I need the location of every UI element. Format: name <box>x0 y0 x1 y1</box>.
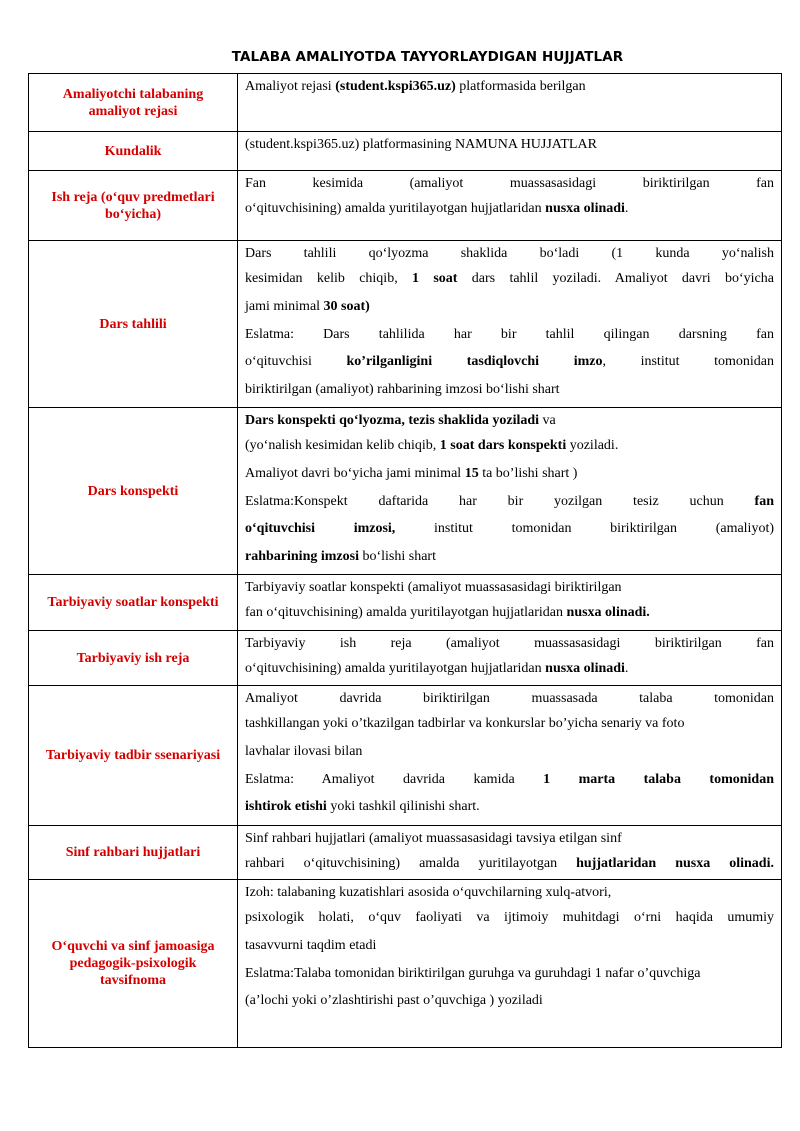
table-row <box>29 575 782 631</box>
text-line <box>245 904 774 932</box>
text-segment: o‘qituvchisining) amalda yuritilayotgan hujjatlaridan <box>245 201 546 216</box>
text-line <box>245 410 774 432</box>
text-line <box>245 195 774 223</box>
bold-text-segment: 1 marta talaba tomonidan <box>543 771 774 787</box>
document-requirement-text <box>238 408 782 575</box>
text-line <box>245 243 774 265</box>
text-segment: o‘qituvchisi <box>245 354 347 370</box>
document-requirement-text <box>238 575 782 631</box>
document-requirement-text <box>238 826 782 880</box>
text-segment: Tarbiyaviy soatlar konspekti (amaliyot muassasasidagi biriktirilgan <box>245 580 622 595</box>
text-segment: Amaliyot rejasi <box>245 79 336 94</box>
document-type-label: O‘quvchi va sinf jamoasiga pedagogik-psixologik tavsifnoma <box>29 880 238 1048</box>
text-line <box>245 432 774 460</box>
table-row <box>29 631 782 686</box>
text-line <box>245 633 774 655</box>
table-row <box>29 132 782 171</box>
text-line <box>245 599 774 627</box>
text-segment: fan o‘qituvchisining) amalda yuritilayotgan hujjatlaridan <box>245 605 567 620</box>
text-line <box>245 321 774 349</box>
text-segment: Dars tahlili qo‘lyozma shaklida bo‘ladi (1 kunda yo‘nalish <box>245 246 774 261</box>
bold-text-segment: ko’rilganligini tasdiqlovchi imzo <box>346 354 603 370</box>
text-line <box>245 515 774 543</box>
documents-table <box>28 73 782 1048</box>
text-segment: institut tomonidan biriktirilgan (amaliyot) <box>395 521 775 537</box>
bold-text-segment: 1 soat dars konspekti <box>439 438 567 453</box>
text-segment: kesimidan kelib chiqib, <box>245 271 413 286</box>
text-segment: platformasida berilgan <box>455 79 586 94</box>
text-segment: Izoh: talabaning kuzatishlari asosida o‘quvchilarning xulq-atvori, <box>245 885 612 900</box>
text-line <box>245 655 774 683</box>
document-type-label: Kundalik <box>29 132 238 171</box>
text-segment: . <box>624 661 629 676</box>
bold-text-segment: o‘qituvchisi imzosi, <box>245 521 396 537</box>
text-segment: Fan kesimida (amaliyot muassasasidagi biriktirilgan fan <box>245 176 774 191</box>
text-line <box>245 987 774 1015</box>
text-segment: va <box>539 413 556 428</box>
table-row <box>29 241 782 408</box>
text-line <box>245 710 774 738</box>
text-segment: rahbari o‘qituvchisining) amalda yuritilayotgan <box>245 856 577 871</box>
text-line <box>245 850 774 878</box>
table-row <box>29 880 782 1048</box>
document-requirement-text <box>238 74 782 132</box>
text-line <box>245 828 774 850</box>
table-row <box>29 826 782 880</box>
bold-text-segment: (student.kspi365.uz) <box>335 79 456 94</box>
text-segment: Tarbiyaviy ish reja (amaliyot muassasasidagi biriktirilgan fan <box>245 636 774 651</box>
text-segment: ta bo’lishi shart ) <box>478 465 578 481</box>
text-segment: Amaliyot davri bo‘yicha jami minimal <box>245 465 465 481</box>
text-line <box>245 293 774 321</box>
text-segment: psixologik holati, o‘quv faoliyati va ijtimoiy muhitdagi o‘rni haqida umumiy <box>245 910 774 925</box>
text-segment: Sinf rahbari hujjatlari (amaliyot muassasasidagi tavsiya etilgan sinf <box>245 831 622 846</box>
text-line <box>245 960 774 988</box>
text-segment: dars tahlil yoziladi. Amaliyot davri bo‘yicha <box>457 271 774 286</box>
text-line <box>245 577 774 599</box>
text-line <box>245 543 774 571</box>
bold-text-segment: 30 soat) <box>323 298 370 314</box>
text-line <box>245 348 774 376</box>
text-line <box>245 376 774 404</box>
table-row <box>29 171 782 241</box>
bold-text-segment: 15 <box>464 465 479 481</box>
text-line <box>245 265 774 293</box>
text-segment: tasavvurni taqdim etadi <box>245 937 377 953</box>
document-type-label: Tarbiyaviy soatlar konspekti <box>29 575 238 631</box>
text-line <box>245 134 774 156</box>
document-type-label: Sinf rahbari hujjatlari <box>29 826 238 880</box>
document-requirement-text <box>238 631 782 686</box>
document-requirement-text <box>238 686 782 826</box>
bold-text-segment: fan <box>754 493 774 509</box>
table-row <box>29 686 782 826</box>
document-type-label: Tarbiyaviy ish reja <box>29 631 238 686</box>
bold-text-segment: 1 soat <box>412 271 458 286</box>
bold-text-segment: Dars konspekti qo‘lyozma, tezis shaklida yoziladi <box>245 413 540 428</box>
text-segment: biriktirilgan (amaliyot) rahbarining imzosi bo‘lishi shart <box>245 382 560 398</box>
text-segment: (yo‘nalish kesimidan kelib chiqib, <box>245 438 440 453</box>
text-segment: bo‘lishi shart <box>358 549 436 565</box>
page-title: TALABA AMALIYOTDA TAYYORLAYDIGAN HUJJATLAR <box>231 49 624 65</box>
document-type-label: Ish reja (o‘quv predmetlari bo‘yicha) <box>29 171 238 241</box>
table-row <box>29 74 782 132</box>
text-segment: o‘qituvchisining) amalda yuritilayotgan hujjatlaridan <box>245 661 546 676</box>
document-type-label: Amaliyotchi talabaning amaliyot rejasi <box>29 74 238 132</box>
bold-text-segment: ishtirok etishi <box>245 799 327 815</box>
table-row <box>29 408 782 575</box>
document-type-label: Dars tahlili <box>29 241 238 408</box>
text-segment: yoki tashkil qilinishi shart. <box>326 799 480 815</box>
text-segment: lavhalar ilovasi bilan <box>245 743 363 759</box>
text-line <box>245 932 774 960</box>
bold-text-segment: nusxa olinadi <box>545 661 625 676</box>
text-line <box>245 76 774 98</box>
text-line <box>245 738 774 766</box>
document-requirement-text <box>238 880 782 1048</box>
bold-text-segment: hujjatlaridan nusxa olinadi. <box>576 856 774 871</box>
text-line <box>245 460 774 488</box>
text-line <box>245 173 774 195</box>
text-line <box>245 882 774 904</box>
bold-text-segment: rahbarining imzosi <box>245 549 359 565</box>
text-segment: , institut tomonidan <box>602 354 774 370</box>
document-type-label: Dars konspekti <box>29 408 238 575</box>
document-requirement-text <box>238 241 782 408</box>
text-segment: Eslatma:Konspekt daftarida har bir yozilgan tesiz uchun <box>245 493 755 509</box>
text-segment: Eslatma:Talaba tomonidan biriktirilgan guruhga va guruhdagi 1 nafar o’quvchiga <box>245 965 701 981</box>
document-requirement-text <box>238 171 782 241</box>
text-line <box>245 488 774 516</box>
text-segment: . <box>624 201 629 216</box>
text-segment: yoziladi. <box>566 438 619 453</box>
text-segment: (student.kspi365.uz) platformasining NAMUNA HUJJATLAR <box>245 137 597 152</box>
text-segment: Eslatma: Dars tahlilida har bir tahlil qilingan darsning fan <box>245 326 774 342</box>
text-line <box>245 766 774 794</box>
bold-text-segment: nusxa olinadi. <box>566 605 650 620</box>
text-segment: tashkillangan yoki o’tkazilgan tadbirlar va konkurslar bo’yicha senariy va foto <box>245 716 685 731</box>
text-segment: Amaliyot davrida biriktirilgan muassasada talaba tomonidan <box>245 691 774 706</box>
text-segment: Eslatma: Amaliyot davrida kamida <box>245 771 544 787</box>
text-line <box>245 793 774 821</box>
bold-text-segment: nusxa olinadi <box>545 201 625 216</box>
document-type-label: Tarbiyaviy tadbir ssenariyasi <box>29 686 238 826</box>
text-line <box>245 688 774 710</box>
document-requirement-text <box>238 132 782 171</box>
text-segment: (a’lochi yoki o’zlashtirishi past o’quvchiga ) yoziladi <box>245 993 543 1009</box>
text-segment: jami minimal <box>245 298 324 314</box>
